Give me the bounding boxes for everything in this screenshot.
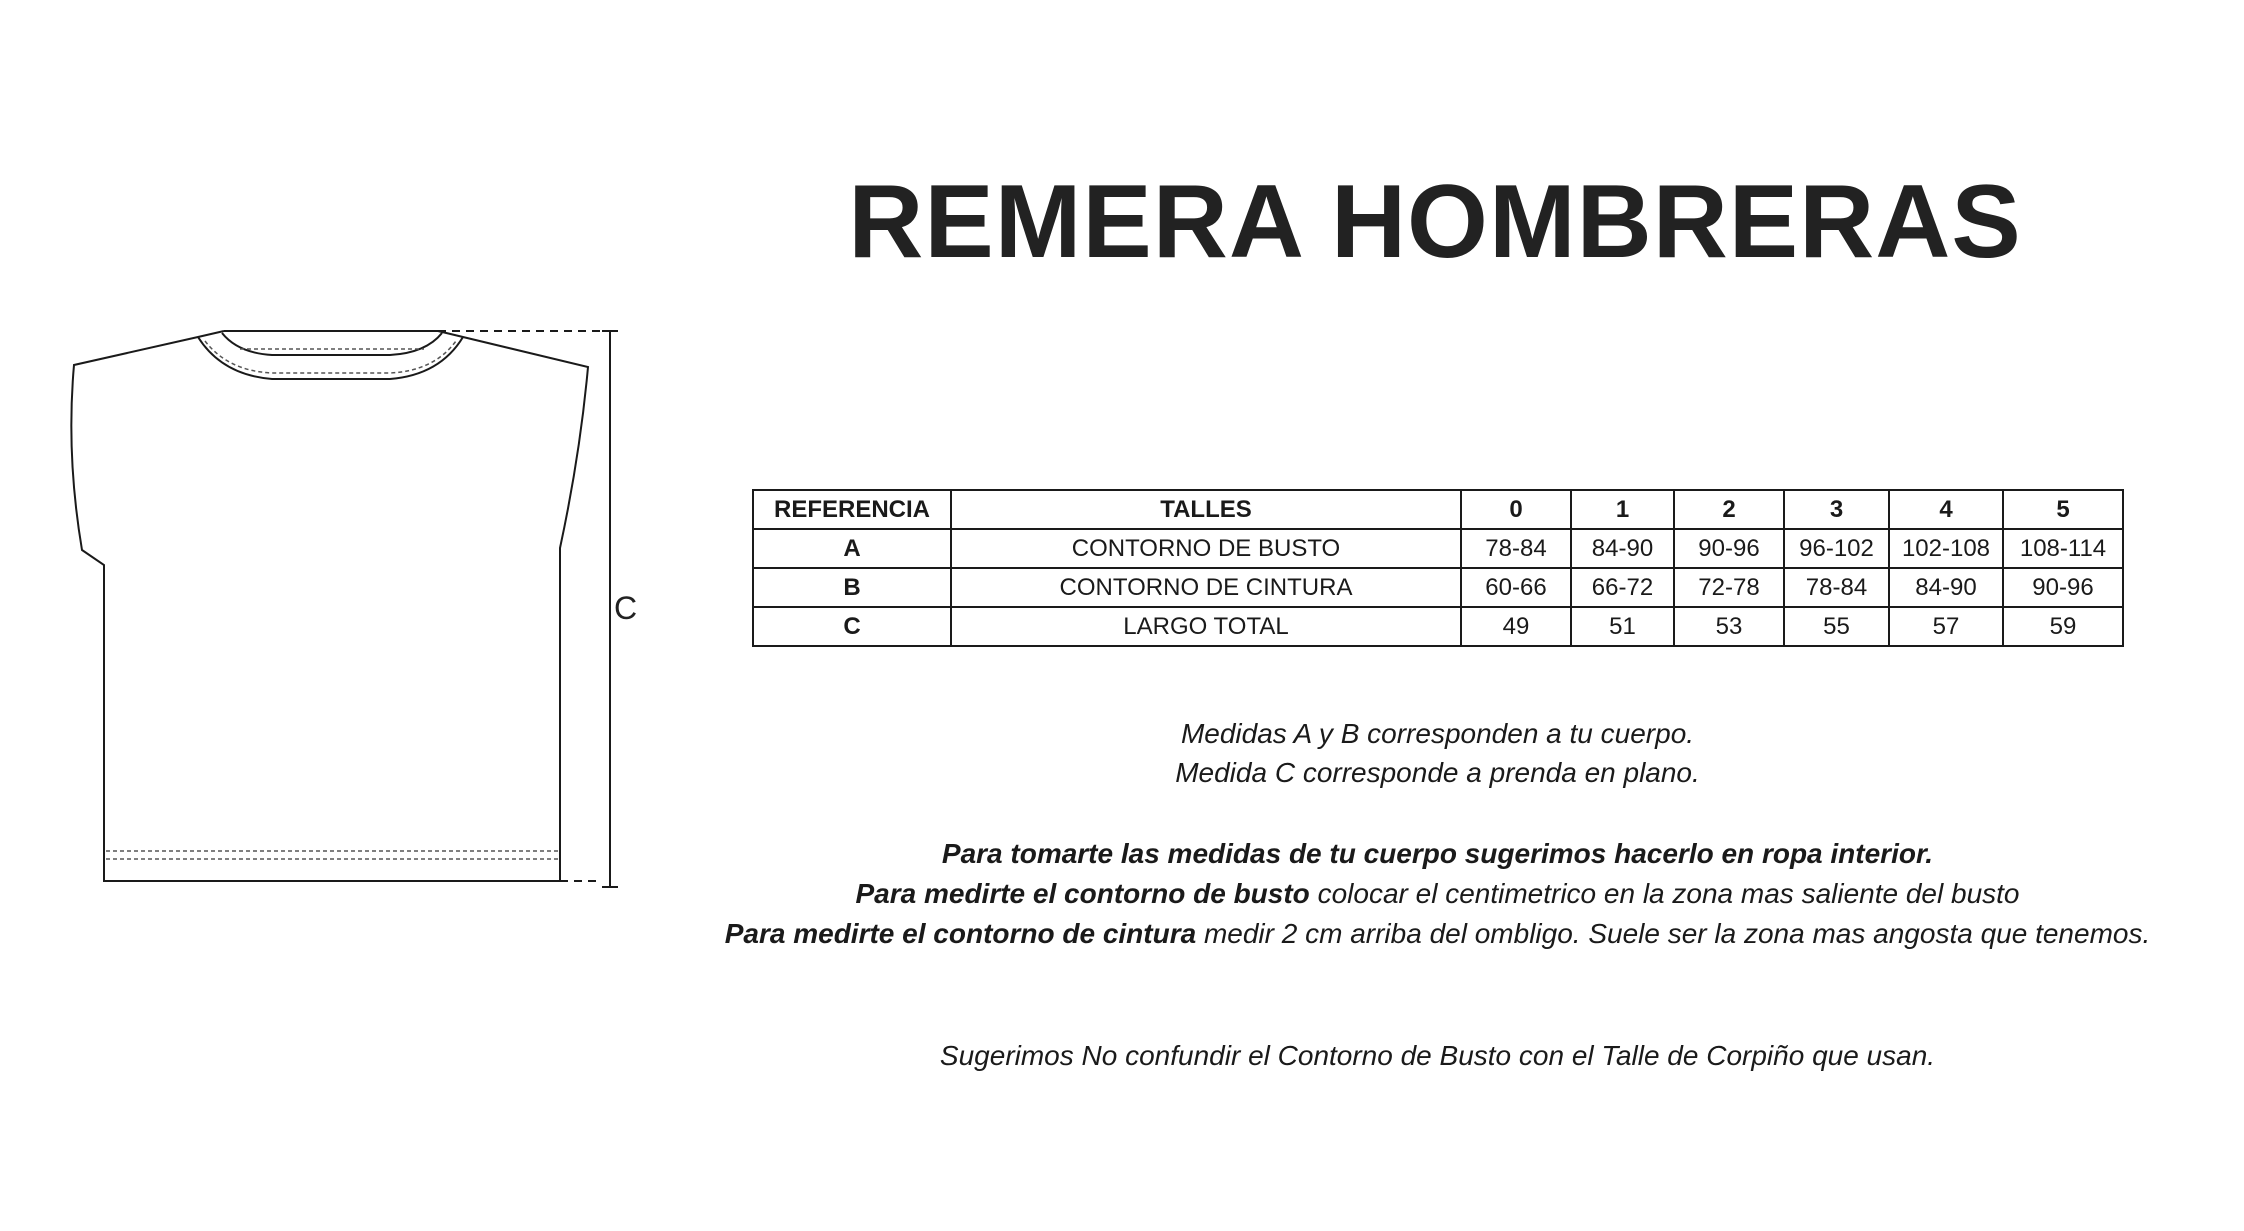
value-cell: 108-114 <box>2003 529 2123 568</box>
value-cell: 96-102 <box>1784 529 1889 568</box>
value-cell: 66-72 <box>1571 568 1674 607</box>
neck-stitch <box>205 341 456 373</box>
table-row <box>753 529 2123 568</box>
ref-cell: C <box>753 607 951 646</box>
value-cell: 84-90 <box>1571 529 1674 568</box>
header-cell: 5 <box>2003 490 2123 529</box>
value-cell: 60-66 <box>1461 568 1571 607</box>
neckline-inner <box>222 333 442 355</box>
label-cell: LARGO TOTAL <box>951 607 1461 646</box>
value-cell: 72-78 <box>1674 568 1784 607</box>
value-cell: 59 <box>2003 607 2123 646</box>
note-line-2: Medida C corresponde a prenda en plano. <box>1175 757 1700 788</box>
header-cell: 3 <box>1784 490 1889 529</box>
header-cell: 1 <box>1571 490 1674 529</box>
dimension-label-c: C <box>614 590 638 626</box>
value-cell: 53 <box>1674 607 1784 646</box>
note-line-3 <box>700 840 2175 868</box>
page-title: REMERA HOMBRERAS <box>848 164 2022 280</box>
table-row <box>753 568 2123 607</box>
table-header-row <box>753 490 2123 529</box>
size-table <box>752 489 2124 647</box>
table-row <box>753 607 2123 646</box>
note-line-6: Sugerimos No confundir el Contorno de Busto con el Talle de Corpiño que usan. <box>939 1040 1936 1071</box>
value-cell: 78-84 <box>1784 568 1889 607</box>
note-line-4-text: colocar el centimetrico en la zona mas saliente del busto <box>1309 878 2020 909</box>
value-cell: 51 <box>1571 607 1674 646</box>
header-cell: 4 <box>1889 490 2003 529</box>
value-cell: 102-108 <box>1889 529 2003 568</box>
garment-outline <box>71 331 588 881</box>
ref-cell: B <box>753 568 951 607</box>
note-line-5 <box>700 920 2175 948</box>
value-cell: 90-96 <box>1674 529 1784 568</box>
value-cell: 78-84 <box>1461 529 1571 568</box>
note-line-4 <box>700 880 2175 908</box>
header-cell: REFERENCIA <box>753 490 951 529</box>
note-line-3-bold: Para tomarte las medidas de tu cuerpo sugerimos hacerlo en ropa interior. <box>941 838 1934 869</box>
note-line-1: Medidas A y B corresponden a tu cuerpo. <box>1180 718 1695 749</box>
ref-cell: A <box>753 529 951 568</box>
header-cell: TALLES <box>951 490 1461 529</box>
header-cell: 0 <box>1461 490 1571 529</box>
header-cell: 2 <box>1674 490 1784 529</box>
note-line-4-bold: Para medirte el contorno de busto <box>855 878 1310 909</box>
value-cell: 55 <box>1784 607 1889 646</box>
value-cell: 90-96 <box>2003 568 2123 607</box>
note-line-5-text: medir 2 cm arriba del ombligo. Suele ser la zona mas angosta que tenemos. <box>1196 918 2151 949</box>
value-cell: 57 <box>1889 607 2003 646</box>
label-cell: CONTORNO DE BUSTO <box>951 529 1461 568</box>
value-cell: 49 <box>1461 607 1571 646</box>
label-cell: CONTORNO DE CINTURA <box>951 568 1461 607</box>
note-line-5-bold: Para medirte el contorno de cintura <box>724 918 1197 949</box>
value-cell: 84-90 <box>1889 568 2003 607</box>
garment-drawing <box>60 315 640 895</box>
